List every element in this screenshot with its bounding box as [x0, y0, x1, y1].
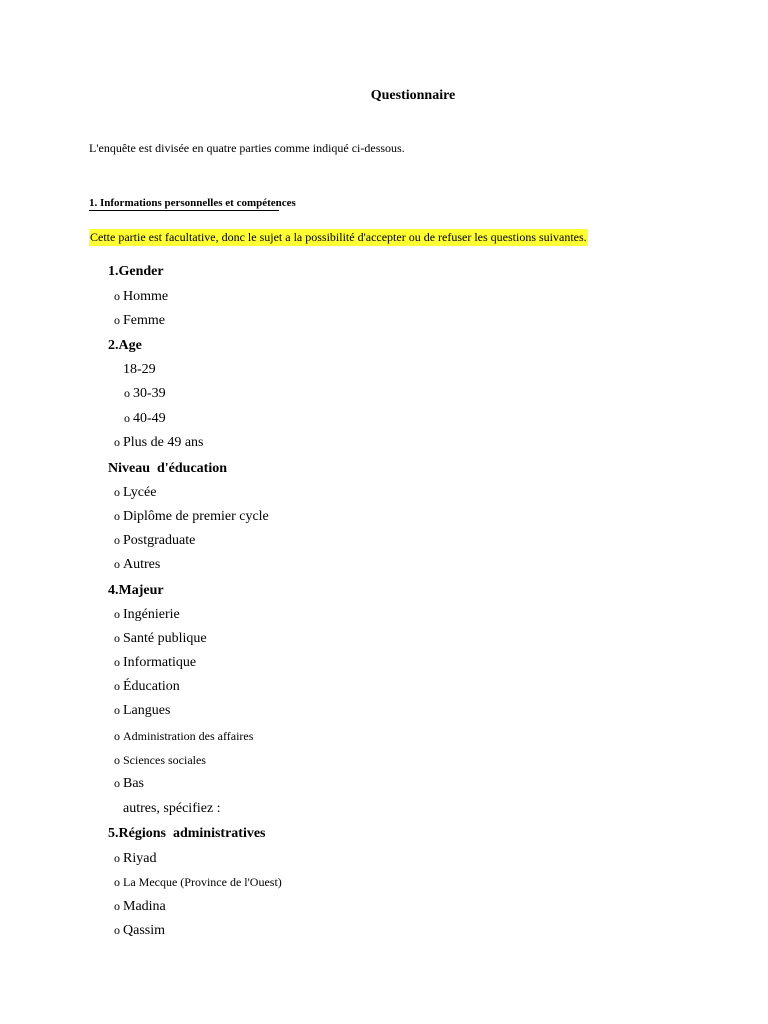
question-age-label: 2.Age: [108, 338, 142, 353]
bullet-marker: o: [114, 679, 120, 693]
bullet-marker: o: [124, 411, 130, 425]
option-ingenierie[interactable]: [114, 607, 180, 623]
option-label: Éducation: [123, 679, 180, 694]
intro-text: L'enquête est divisée en quatre parties comme indiqué ci-dessous.: [89, 141, 405, 155]
option-administration-affaires[interactable]: [114, 729, 253, 744]
option-label: Diplôme de premier cycle: [123, 509, 269, 524]
question-regions-label: 5.Régions administratives: [108, 826, 266, 841]
option-madina[interactable]: [114, 899, 166, 915]
option-label: Sciences sociales: [123, 753, 206, 767]
option-plus-de-49[interactable]: [114, 435, 204, 451]
option-label: Lycée: [123, 485, 157, 500]
option-label: Homme: [123, 289, 169, 304]
bullet-marker: o: [114, 485, 120, 499]
option-label: Madina: [123, 899, 166, 914]
option-30-39[interactable]: [124, 386, 166, 402]
bullet-marker: o: [114, 533, 120, 547]
highlighted-notice: Cette partie est facultative, donc le sujet a la possibilité d'accepter ou de refuser les questions suivantes.: [90, 230, 587, 244]
option-label: La Mecque (Province de l'Ouest): [123, 875, 282, 889]
option-label: Femme: [123, 313, 165, 328]
bullet-marker: o: [114, 851, 120, 865]
bullet-marker: o: [124, 386, 130, 400]
bullet-marker: o: [114, 703, 120, 717]
page-title: Questionnaire: [370, 88, 456, 103]
bullet-marker: o: [114, 923, 120, 937]
option-label: Autres: [123, 557, 161, 572]
bullet-marker: o: [114, 899, 120, 913]
option-label: 40-49: [133, 411, 166, 426]
option-label: Qassim: [123, 923, 165, 938]
bullet-marker: o: [114, 776, 120, 790]
option-langues[interactable]: [114, 703, 170, 719]
option-label: Ingénierie: [123, 607, 180, 622]
option-riyad[interactable]: [114, 851, 156, 867]
option-autres[interactable]: [114, 557, 160, 573]
bullet-marker: o: [114, 753, 120, 767]
section-heading: 1. Informations personnelles et compétences: [89, 197, 296, 209]
option-autres-specifiez[interactable]: [123, 801, 221, 817]
option-40-49[interactable]: [124, 411, 166, 427]
question-gender-label: 1.Gender: [108, 264, 164, 279]
option-postgraduate[interactable]: [114, 533, 195, 549]
option-sante-publique[interactable]: [114, 631, 207, 647]
bullet-marker: o: [114, 557, 120, 571]
bullet-marker: o: [114, 729, 120, 743]
bullet-marker: o: [114, 607, 120, 621]
bullet-marker: o: [114, 655, 120, 669]
option-diplome-premier-cycle[interactable]: [114, 509, 269, 525]
option-informatique[interactable]: [114, 655, 196, 671]
option-bas[interactable]: [114, 776, 144, 792]
bullet-marker: o: [114, 313, 120, 327]
option-label: Bas: [123, 776, 144, 791]
option-label: Riyad: [123, 851, 157, 866]
option-homme[interactable]: [114, 289, 168, 305]
option-label: Plus de 49 ans: [123, 435, 204, 450]
option-lycee[interactable]: [114, 485, 156, 501]
option-qassim[interactable]: [114, 923, 165, 939]
option-label: Santé publique: [123, 631, 207, 646]
option-femme[interactable]: [114, 313, 165, 329]
option-la-mecque[interactable]: [114, 875, 282, 890]
option-label: 30-39: [133, 386, 166, 401]
option-label: Postgraduate: [123, 533, 196, 548]
option-label: Langues: [123, 703, 171, 718]
bullet-marker: o: [114, 875, 120, 889]
option-education[interactable]: [114, 679, 180, 695]
bullet-marker: o: [114, 631, 120, 645]
question-major-label: 4.Majeur: [108, 583, 164, 598]
question-education-label: Niveau d'éducation: [108, 461, 228, 476]
option-label: Informatique: [123, 655, 197, 670]
option-sciences-sociales[interactable]: [114, 753, 206, 768]
option-label: autres, spécifiez :: [123, 801, 221, 816]
option-label: Administration des affaires: [123, 729, 254, 743]
option-label: 18-29: [123, 362, 156, 377]
bullet-marker: o: [114, 435, 120, 449]
option-18-29[interactable]: [123, 362, 156, 378]
bullet-marker: o: [114, 289, 120, 303]
bullet-marker: o: [114, 509, 120, 523]
